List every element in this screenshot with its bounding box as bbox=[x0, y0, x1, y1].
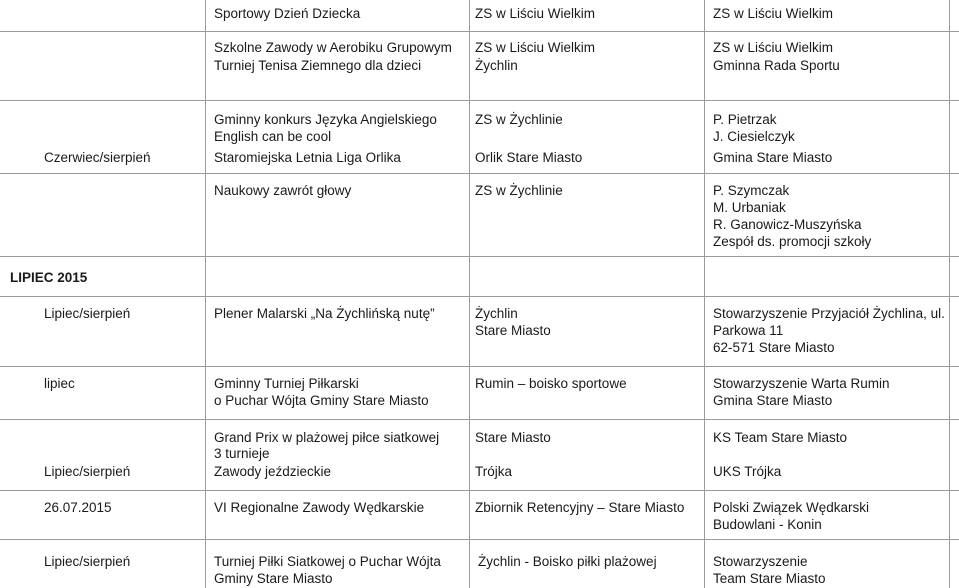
event-date: Lipiec/sierpień bbox=[44, 554, 131, 569]
event-organizer: P. Pietrzak bbox=[713, 112, 777, 127]
event-location-line2: Stare Miasto bbox=[475, 323, 551, 338]
event-name: Turniej Piłki Siatkowej o Puchar Wójta bbox=[214, 554, 441, 569]
event-name: Naukowy zawrót głowy bbox=[214, 183, 352, 198]
event-location: Żychlin - Boisko piłki plażowej bbox=[478, 554, 657, 569]
section-title: LIPIEC 2015 bbox=[10, 270, 88, 285]
event-date: lipiec bbox=[44, 376, 75, 391]
event-organizer: UKS Trójka bbox=[713, 464, 782, 479]
event-name-line2: o Puchar Wójta Gminy Stare Miasto bbox=[214, 393, 429, 408]
event-organizer-line4: Zespół ds. promocji szkoły bbox=[713, 234, 872, 249]
row-divider bbox=[0, 539, 959, 540]
event-location: Rumin – boisko sportowe bbox=[475, 376, 627, 391]
row-divider bbox=[0, 100, 959, 101]
event-organizer: Polski Związek Wędkarski bbox=[713, 500, 870, 515]
event-organizer-line3: R. Ganowicz-Muszyńska bbox=[713, 217, 862, 232]
event-organizer: Stowarzyszenie bbox=[713, 554, 808, 569]
event-organizer: ZS w Liściu Wielkim bbox=[713, 6, 834, 21]
event-organizer-line2: Budowlani - Konin bbox=[713, 517, 822, 532]
event-date: Lipiec/sierpień bbox=[44, 306, 131, 321]
event-name-line2: English can be cool bbox=[214, 129, 332, 144]
row-divider bbox=[0, 256, 959, 257]
event-organizer-line2: J. Ciesielczyk bbox=[713, 129, 795, 144]
column-divider bbox=[704, 0, 705, 588]
event-organizer-line2: Parkowa 11 bbox=[713, 323, 784, 338]
row-divider bbox=[0, 490, 959, 491]
event-name-line2: 3 turnieje bbox=[214, 446, 270, 461]
event-name: Gminny konkurs Języka Angielskiego bbox=[214, 112, 437, 127]
column-divider bbox=[205, 0, 206, 588]
row-divider bbox=[0, 173, 959, 174]
event-location: Trójka bbox=[475, 464, 513, 479]
event-location: ZS w Liściu Wielkim bbox=[475, 6, 596, 21]
row-divider bbox=[0, 31, 959, 32]
event-location: Żychlin bbox=[475, 306, 518, 321]
event-location: ZS w Liściu Wielkim bbox=[475, 40, 596, 55]
event-date: Lipiec/sierpień bbox=[44, 464, 131, 479]
event-location: ZS w Żychlinie bbox=[475, 183, 563, 198]
event-name: Grand Prix w plażowej piłce siatkowej bbox=[214, 430, 440, 445]
event-organizer-line2: Team Stare Miasto bbox=[713, 571, 826, 586]
event-location: Stare Miasto bbox=[475, 430, 551, 445]
row-divider bbox=[0, 366, 959, 367]
column-divider bbox=[469, 0, 470, 588]
event-name: Turniej Tenisa Ziemnego dla dzieci bbox=[214, 58, 422, 73]
event-name: Szkolne Zawody w Aerobiku Grupowym bbox=[214, 40, 452, 55]
event-name: Staromiejska Letnia Liga Orlika bbox=[214, 150, 401, 165]
row-divider bbox=[0, 419, 959, 420]
event-name: Zawody jeździeckie bbox=[214, 464, 332, 479]
event-organizer-line2: Gmina Stare Miasto bbox=[713, 393, 833, 408]
event-date: Czerwiec/sierpień bbox=[44, 150, 151, 165]
event-organizer: KS Team Stare Miasto bbox=[713, 430, 848, 445]
event-name: Plener Malarski „Na Żychlińską nutę” bbox=[214, 306, 435, 321]
event-location: ZS w Żychlinie bbox=[475, 112, 563, 127]
column-divider bbox=[949, 0, 950, 588]
row-divider bbox=[0, 296, 959, 297]
event-organizer: Gminna Rada Sportu bbox=[713, 58, 840, 73]
event-organizer: Stowarzyszenie Przyjaciół Żychlina, ul. bbox=[713, 306, 945, 321]
event-organizer-line3: 62-571 Stare Miasto bbox=[713, 340, 835, 355]
event-organizer: ZS w Liściu Wielkim bbox=[713, 40, 834, 55]
event-name: VI Regionalne Zawody Wędkarskie bbox=[214, 500, 425, 515]
event-name: Sportowy Dzień Dziecka bbox=[214, 6, 361, 21]
event-location: Żychlin bbox=[475, 58, 518, 73]
event-organizer: Gmina Stare Miasto bbox=[713, 150, 833, 165]
event-location: Orlik Stare Miasto bbox=[475, 150, 583, 165]
event-date: 26.07.2015 bbox=[44, 500, 112, 515]
event-organizer: Stowarzyszenie Warta Rumin bbox=[713, 376, 890, 391]
event-organizer-line2: M. Urbaniak bbox=[713, 200, 786, 215]
event-location: Zbiornik Retencyjny – Stare Miasto bbox=[475, 500, 685, 515]
event-name: Gminny Turniej Piłkarski bbox=[214, 376, 359, 391]
event-organizer: P. Szymczak bbox=[713, 183, 790, 198]
event-name-line2: Gminy Stare Miasto bbox=[214, 571, 333, 586]
